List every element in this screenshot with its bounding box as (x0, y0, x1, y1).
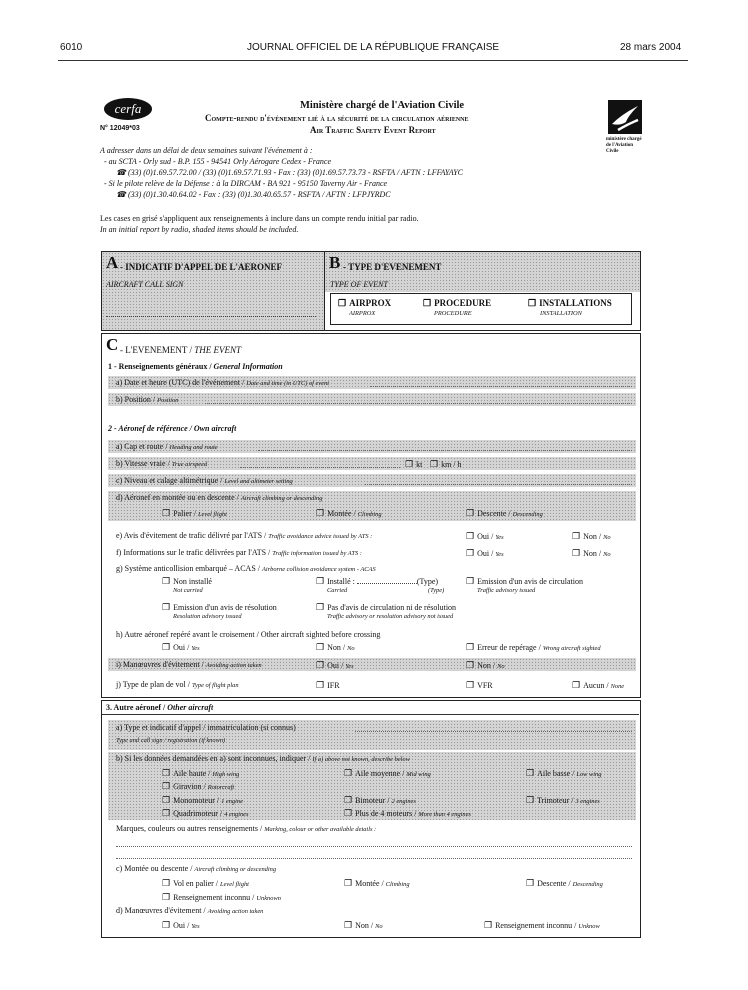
g1-b-shade (108, 393, 636, 406)
avoidance-advice-no-checkbox[interactable]: ❐ Non / No (572, 531, 611, 542)
high-wing-checkbox[interactable]: ❐ Aile haute / High wing (162, 768, 239, 779)
four-engines-checkbox[interactable]: ❐ Quadrimoteur / 4 engines (162, 808, 249, 819)
event-installations-en: INSTALLATION (540, 310, 582, 317)
g2-i-label: i) Manœuvres d'évitement / Avoiding action taken (116, 660, 262, 669)
section-b-letter: B (329, 253, 341, 272)
two-engines-checkbox[interactable]: ❐ Bimoteur / 2 engines (344, 795, 416, 806)
other-marks-field-2[interactable] (116, 858, 632, 859)
dgac-logo (608, 100, 642, 134)
section-a-letter: A (106, 253, 119, 272)
cerfa-number: N° 12049*03 (100, 125, 140, 132)
low-wing-checkbox[interactable]: ❐ Aile basse / Low wing (526, 768, 601, 779)
event-airprox-checkbox[interactable]: ❐ AIRPROX (338, 298, 391, 309)
g3-d-label: d) Manœuvres d'évitement / Avoiding action taken (116, 906, 264, 915)
own-descending-checkbox[interactable]: ❐ Descente / Descending (466, 508, 543, 519)
section-c-letter: C (106, 335, 119, 354)
flight-plan-none-checkbox[interactable]: ❐ Aucun / None (572, 680, 624, 691)
event-position-field[interactable] (205, 403, 632, 404)
acas-no-advisory-en: Traffic advisory or resolution advisory not issued (327, 613, 454, 620)
g2-h-label: h) Autre aéronef repéré avant le croisement / Other aircraft sighted before crossing (116, 630, 381, 639)
level-altimeter-field[interactable] (365, 484, 632, 485)
page-number: 6010 (60, 42, 83, 53)
other-climbing-checkbox[interactable]: ❐ Montée / Climbing (344, 878, 410, 889)
acas-traffic-advisory-en: Traffic advisory issued (477, 587, 536, 594)
sighted-wrong-checkbox[interactable]: ❐ Erreur de repérage / Wrong aircraft sighted (466, 642, 601, 653)
other-marks-field-1[interactable] (116, 846, 632, 847)
traffic-info-yes-checkbox[interactable]: ❐ Oui / Yes (466, 548, 504, 559)
event-datetime-field[interactable] (370, 386, 632, 387)
ministry-title: Ministère chargé de l'Aviation Civile (300, 100, 465, 111)
other-type-callsign-field[interactable] (355, 731, 632, 732)
address-intro: A adresser dans un délai de deux semaines suivant l'événement à : (100, 146, 313, 155)
g2-b-label: b) Vitesse vraie / True airspeed (116, 459, 208, 468)
address-scta: - au SCTA - Orly sud - B.P. 155 - 94541 Orly Aérogare Cedex - France (104, 157, 332, 166)
g3-c-label: c) Montée ou descente / Aircraft climbing or descending (116, 864, 277, 873)
other-avoiding-yes-checkbox[interactable]: ❐ Oui / Yes (162, 920, 200, 931)
acas-resolution-advisory-en: Resolution advisory issued (173, 613, 242, 620)
g3-heading-rule (102, 714, 639, 715)
other-avoiding-unknown-checkbox[interactable]: ❐ Renseignement inconnu / Unknow (484, 920, 600, 931)
report-title-fr: Compte-rendu d'événement lié à la sécurité de la circulation aérienne (205, 113, 469, 123)
g2-g-label: g) Système anticollision embarqué – ACAS / Airborne collision avoidance system - ACAS (116, 564, 376, 573)
g2-j-label: j) Type de plan de vol / Type of flight plan (116, 680, 239, 689)
section-c-title: - L'EVENEMENT / THE EVENT (120, 345, 241, 355)
g1-heading: 1 - Renseignements généraux / General Information (108, 362, 283, 371)
own-climbing-checkbox[interactable]: ❐ Montée / Climbing (316, 508, 382, 519)
other-unknown-checkbox[interactable]: ❐ Renseignement inconnu / Unknown (162, 892, 281, 903)
one-engine-checkbox[interactable]: ❐ Monomoteur / 1 engine (162, 795, 243, 806)
more-engines-checkbox[interactable]: ❐ Plus de 4 moteurs / More than 4 engines (344, 808, 471, 819)
own-avoiding-yes-checkbox[interactable]: ❐ Oui / Yes (316, 660, 354, 671)
g1-b-label: b) Position / Position (116, 395, 179, 404)
event-airprox-en: AIRPROX (349, 310, 376, 317)
dgac-bird-icon (608, 100, 642, 134)
flight-plan-ifr-checkbox[interactable]: ❐ IFR (316, 680, 340, 691)
address-dircam: - Si le pilote relève de la Défense : à la DIRCAM - BA 921 - 95150 Taverny Air - France (104, 179, 388, 188)
acas-traffic-advisory-checkbox[interactable]: ❐ Emission d'un avis de circulation (466, 576, 583, 587)
mid-wing-checkbox[interactable]: ❐ Aile moyenne / Mid wing (344, 768, 431, 779)
journal-title: JOURNAL OFFICIEL DE LA RÉPUBLIQUE FRANÇAISE (247, 42, 500, 53)
acas-carried-checkbox[interactable]: ❐ Installé : (Type) (316, 576, 438, 587)
event-procedure-checkbox[interactable]: ❐ PROCEDURE (423, 298, 491, 309)
call-sign-field[interactable] (106, 316, 316, 317)
acas-not-carried-en: Not carried (173, 587, 203, 594)
g2-a-label: a) Cap et route / Heading and route (116, 442, 218, 451)
acas-type-en: (Type) (428, 587, 445, 594)
airspeed-kt-checkbox[interactable]: ❐ kt (405, 459, 422, 470)
traffic-info-no-checkbox[interactable]: ❐ Non / No (572, 548, 611, 559)
other-avoiding-no-checkbox[interactable]: ❐ Non / No (344, 920, 383, 931)
section-a-title: - INDICATIF D'APPEL DE L'AERONEF (120, 262, 283, 272)
address-dircam-phone: ☎ (33) (0)1.30.40.64.02 - Fax : (33) (0)1.30.40.65.57 - RSFTA / AFTN : LFPJYRDC (116, 190, 391, 199)
address-scta-phone: ☎ (33) (0)1.69.57.72.00 / (33) (0)1.69.57.71.93 - Fax : (33) (0)1.69.57.73.73 - RSFTA / AFTN : LFFAYAYC (116, 168, 464, 177)
cerfa-logo (104, 98, 152, 120)
acas-carried-en: Carried (327, 587, 348, 594)
acas-not-carried-checkbox[interactable]: ❐ Non installé (162, 576, 212, 587)
airspeed-field[interactable] (240, 467, 400, 468)
three-engines-checkbox[interactable]: ❐ Trimoteur / 3 engines (526, 795, 600, 806)
note-en: In an initial report by radio, shaded items should be included. (100, 225, 299, 234)
g1-a-label: a) Date et heure (UTC) de l'événement / Date and time (in UTC) of event (116, 378, 329, 387)
dgac-caption: ministère chargé de l'Aviation Civile (606, 137, 642, 154)
g3-a-label: a) Type et indicatif d'appel / immatriculation (si connus) (116, 723, 296, 732)
other-descending-checkbox[interactable]: ❐ Descente / Descending (526, 878, 603, 889)
g2-f-label: f) Informations sur le trafic délivrées par l'ATS / Traffic information issued by ATS : (116, 548, 362, 557)
acas-resolution-advisory-checkbox[interactable]: ❐ Emission d'un avis de résolution (162, 602, 277, 613)
g2-d-label: d) Aéronef en montée ou en descente / Aircraft climbing or descending (116, 493, 323, 502)
report-title-en: Air Traffic Safety Event Report (310, 125, 436, 135)
other-level-flight-checkbox[interactable]: ❐ Vol en palier / Level flight (162, 878, 249, 889)
issue-date: 28 mars 2004 (620, 42, 682, 53)
note-fr: Les cases en grisé s'appliquent aux renseignements à inclure dans un compte rendu initial par radio. (100, 214, 419, 223)
section-b-title: - TYPE D'EVENEMENT (343, 262, 442, 272)
g2-c-label: c) Niveau et calage altimétrique / Level and altimeter setting (116, 476, 293, 485)
section-a-title-en: AIRCRAFT CALL SIGN (106, 280, 184, 289)
flight-plan-vfr-checkbox[interactable]: ❐ VFR (466, 680, 493, 691)
event-installations-checkbox[interactable]: ❐ INSTALLATIONS (528, 298, 612, 309)
sighted-no-checkbox[interactable]: ❐ Non / No (316, 642, 355, 653)
rotorcraft-checkbox[interactable]: ❐ Giravion / Rotorcraft (162, 781, 234, 792)
avoidance-advice-yes-checkbox[interactable]: ❐ Oui / Yes (466, 531, 504, 542)
g3-heading: 3. Autre aéronef / Other aircraft (106, 703, 214, 712)
event-procedure-en: PROCEDURE (434, 310, 472, 317)
heading-route-field[interactable] (258, 450, 632, 451)
g3-b-label: b) Si les données demandées en a) sont inconnues, indiquer / If a) above not known, describe below (116, 754, 410, 763)
g3-marks-label: Marques, couleurs ou autres renseignements / Marking, colour or other available details : (116, 824, 377, 833)
header-rule (58, 60, 688, 61)
g2-e-label: e) Avis d'évitement de trafic délivré par l'ATS / Traffic avoidance advice issued by ATS : (116, 531, 373, 540)
airspeed-kmh-checkbox[interactable]: ❐ km / h (430, 459, 462, 470)
own-avoiding-no-checkbox[interactable]: ❐ Non / No (466, 660, 505, 671)
acas-no-advisory-checkbox[interactable]: ❐ Pas d'avis de circulation ni de résolution (316, 602, 456, 613)
own-level-flight-checkbox[interactable]: ❐ Palier / Level flight (162, 508, 227, 519)
cerfa-logo-text: cerfa (114, 101, 142, 116)
sighted-yes-checkbox[interactable]: ❐ Oui / Yes (162, 642, 200, 653)
g3-a-label-en: Type and call sign / registration (if known) (116, 737, 226, 744)
g2-heading: 2 - Aéronef de référence / Own aircraft (108, 424, 237, 433)
section-b-title-en: TYPE OF EVENT (330, 280, 388, 289)
